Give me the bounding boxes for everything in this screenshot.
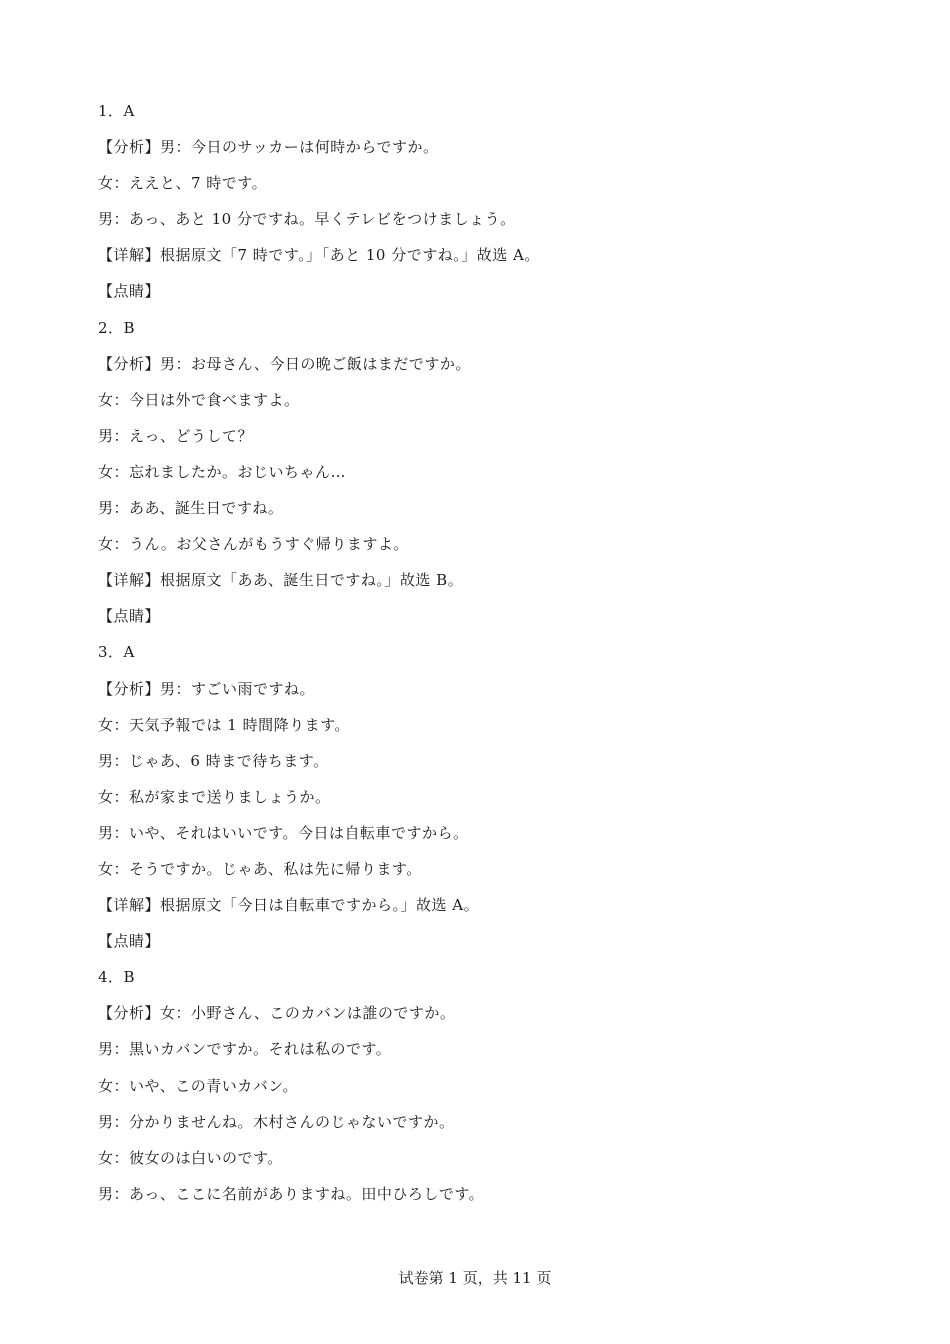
dialogue-line: 男：あっ、あと 10 分ですね。早くテレビをつけましょう。 xyxy=(98,210,516,229)
dialogue-line: 女：うん。お父さんがもうすぐ帰りますよ。 xyxy=(98,535,409,554)
commentary-label: 【点睛】 xyxy=(98,932,161,951)
analysis-line: 【分析】男：今日のサッカーは何時からですか。 xyxy=(98,138,439,157)
dialogue-line: 男：分かりませんね。木村さんのじゃないですか。 xyxy=(98,1112,455,1131)
analysis-line: 【分析】男：お母さん、今日の晩ご飯はまだですか。 xyxy=(98,354,471,373)
page-footer: 试卷第 1 页，共 11 页 xyxy=(398,1269,552,1287)
dialogue-line: 男：いや、それはいいです。今日は自転車ですから。 xyxy=(98,823,469,842)
dialogue-line: 男：じゃあ、6 時まで待ちます。 xyxy=(98,751,329,770)
commentary-label: 【点睛】 xyxy=(98,607,161,626)
dialogue-line: 男：えっ、どうして？ xyxy=(98,426,254,445)
answer-text-block xyxy=(98,99,898,1218)
analysis-line: 【分析】男：すごい雨ですね。 xyxy=(98,679,316,698)
dialogue-line: 女：私が家まで送りましょうか。 xyxy=(98,787,331,806)
commentary-label: 【点睛】 xyxy=(98,282,161,301)
dialogue-line: 男：黒いカバンですか。それは私のです。 xyxy=(98,1040,392,1059)
dialogue-line: 女：そうですか。じゃあ、私は先に帰ります。 xyxy=(98,859,422,878)
question-number: 4．B xyxy=(98,968,136,987)
analysis-line: 【分析】女：小野さん、このカバンは誰のですか。 xyxy=(98,1004,456,1023)
question-number: 3．A xyxy=(98,643,135,662)
dialogue-line: 女：いや、この青いカバン。 xyxy=(98,1076,299,1095)
dialogue-line: 男：あっ、ここに名前がありますね。田中ひろしです。 xyxy=(98,1184,485,1203)
dialogue-line: 男：ああ、誕生日ですね。 xyxy=(98,499,284,518)
explanation-line: 【详解】根据原文「7 時です。」「あと 10 分ですね。」故选 A。 xyxy=(98,246,540,265)
dialogue-line: 女：天気予報では 1 時間降ります。 xyxy=(98,715,350,734)
question-number: 2．B xyxy=(98,318,136,337)
dialogue-line: 女：ええと、7 時です。 xyxy=(98,174,268,193)
dialogue-line: 女：彼女のは白いのです。 xyxy=(98,1148,283,1167)
explanation-line: 【详解】根据原文「ああ、誕生日ですね。」故选 B。 xyxy=(98,571,464,590)
dialogue-line: 女：今日は外で食べますよ。 xyxy=(98,390,300,409)
question-number: 1．A xyxy=(98,102,135,120)
dialogue-line: 女：忘れましたか。おじいちゃん… xyxy=(98,462,347,481)
explanation-line: 【详解】根据原文「今日は自転車ですから。」故选 A。 xyxy=(98,896,480,915)
